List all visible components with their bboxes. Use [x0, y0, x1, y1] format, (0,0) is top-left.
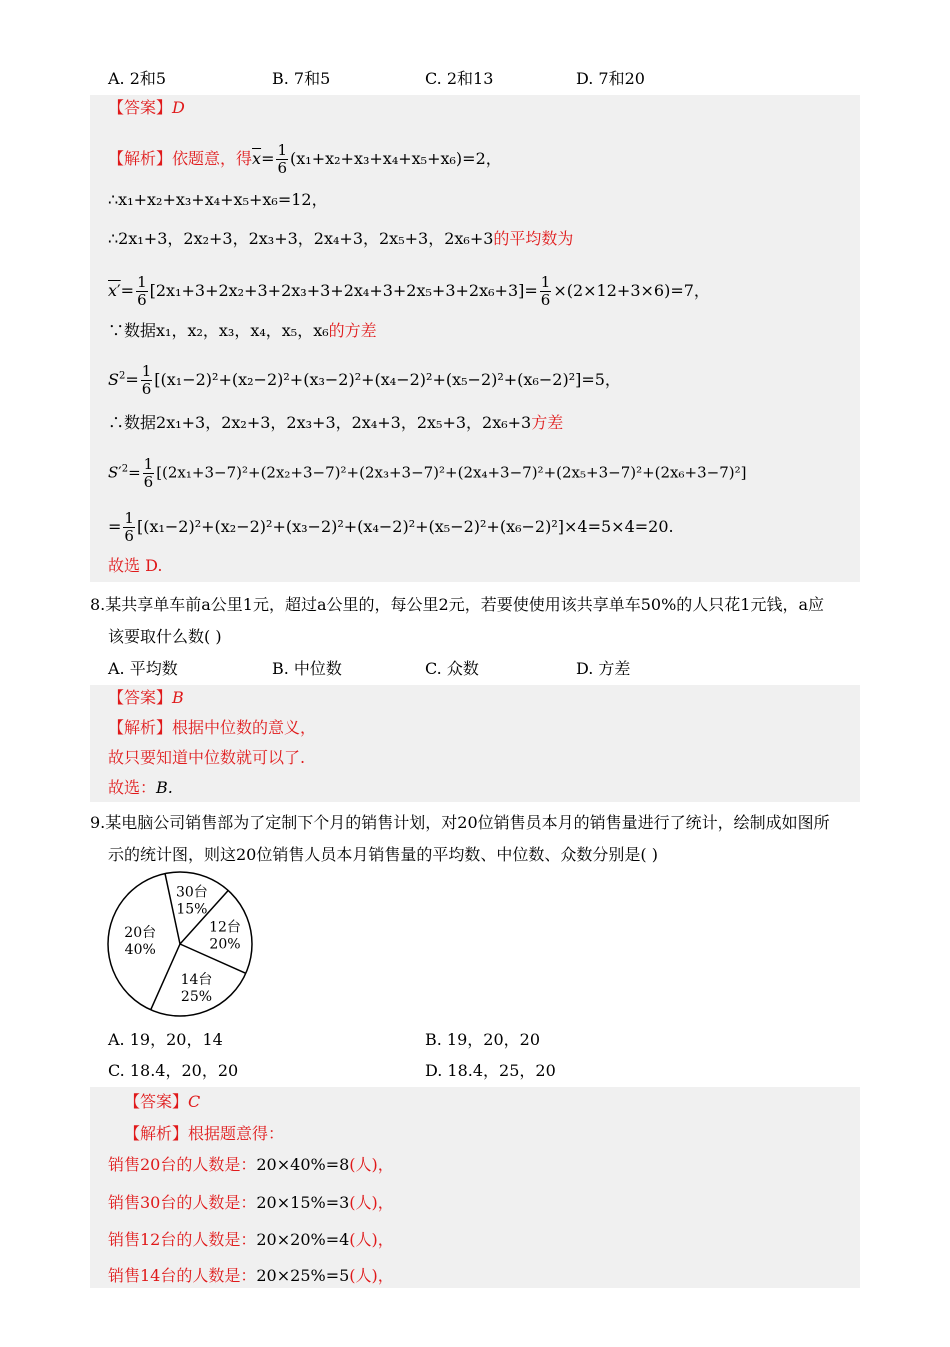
- q7-line-2: ∴x₁+x₂+x₃+x₄+x₅+x₆=12，: [108, 190, 328, 209]
- q9-row-2: 销售30台的人数是：20×15%=3(人)，: [108, 1193, 394, 1212]
- q8-option-a[interactable]: A. 平均数: [108, 659, 178, 678]
- q9-answer-line: 【答案】C: [124, 1092, 201, 1111]
- pie-slice-percent: 15%: [176, 901, 208, 918]
- q7-option-a[interactable]: A. 2和5: [108, 69, 167, 88]
- q9-row-4: 销售14台的人数是：20×25%=5(人)，: [108, 1266, 394, 1285]
- q9-option-c[interactable]: C. 18.4，20，20: [108, 1061, 239, 1080]
- q9-jiexi-line: 【解析】根据题意得：: [124, 1124, 285, 1143]
- pie-slice-label: 14台: [180, 971, 213, 988]
- q8-stem-line-1: 8.某共享单车前a公里1元，超过a公里的，每公里2元，若要使使用该共享单车50%的人只花1元钱，a应: [90, 595, 824, 614]
- q7-jiexi-line: 【解析】依题意，得$\overline{x}=$ $\frac{1}{6}$ (x₁+x₂+x₃+x₄+x₅+x₆)=2，: [108, 141, 502, 177]
- q7-line-8: $S'^2=$ $\frac{1}{6}$ [(2x₁+3−7)²+(2x₂+3−7)²+(2x₃+3−7)²+(2x₄+3−7)²+(2x₅+3−7)²+(2x₆+3−7)²]: [108, 455, 747, 491]
- q7-line-3: ∴2x₁+3，2x₂+3，2x₃+3，2x₄+3，2x₅+3，2x₆+3的平均数为: [108, 229, 574, 248]
- q7-line-5: ∵数据x₁，x₂，x₃，x₄，x₅，x₆的方差: [108, 321, 377, 340]
- pie-slice-label: 20台: [124, 924, 157, 941]
- pie-slice-label: 30台: [175, 884, 208, 901]
- q8-conclusion: 故选：B.: [108, 778, 173, 797]
- q9-option-d[interactable]: D. 18.4，25，20: [425, 1061, 556, 1080]
- q7-line-6: $S^2=$ $\frac{1}{6}$ [(x₁−2)²+(x₂−2)²+(x₃−2)²+(x₄−2)²+(x₅−2)²+(x₆−2)²]=5，: [108, 362, 621, 398]
- q7-option-b[interactable]: B. 7和5: [272, 69, 331, 88]
- pie-slice-percent: 25%: [180, 988, 213, 1005]
- q7-answer-line: 【答案】D: [108, 98, 185, 117]
- q9-answer-block: [90, 1087, 860, 1288]
- q8-answer-line: 【答案】B: [108, 688, 184, 707]
- q8-stem-line-2: 该要取什么数( ): [108, 627, 222, 646]
- q9-stem-line-2: 示的统计图，则这20位销售人员本月销售量的平均数、中位数、众数分别是( ): [108, 845, 658, 864]
- pie-slice-percent: 20%: [209, 936, 241, 953]
- q9-row-1: 销售20台的人数是：20×40%=8(人)，: [108, 1155, 394, 1174]
- q7-line-9: = $\frac{1}{6}$ [(x₁−2)²+(x₂−2)²+(x₃−2)²+(x₄−2)²+(x₅−2)²+(x₆−2)²]×4=5×4=20.: [108, 509, 674, 545]
- q7-option-d[interactable]: D. 7和20: [576, 69, 645, 88]
- q9-option-b[interactable]: B. 19，20，20: [425, 1030, 541, 1049]
- q7-line-4: x′= $\frac{1}{6}$ [2x₁+3+2x₂+3+2x₃+3+2x₄+3+2x₅+3+2x₆+3]= $\frac{1}{6}$ ×(2×12+3×6)=7，: [108, 273, 710, 309]
- pie-slice-percent: 40%: [124, 941, 156, 958]
- q8-jiexi-line: 【解析】根据中位数的意义，: [108, 718, 317, 737]
- q7-option-c[interactable]: C. 2和13: [425, 69, 494, 88]
- q7-conclusion: 故选 D.: [108, 556, 163, 575]
- q8-option-b[interactable]: B. 中位数: [272, 659, 342, 678]
- q8-option-d[interactable]: D. 方差: [576, 659, 631, 678]
- q8-option-c[interactable]: C. 众数: [425, 659, 479, 678]
- q8-explain-line: 故只要知道中位数就可以了.: [108, 748, 306, 767]
- q8-answer-block: [90, 685, 860, 802]
- q7-line-7: ∴数据2x₁+3，2x₂+3，2x₃+3，2x₄+3，2x₅+3，2x₆+3方差: [108, 413, 564, 432]
- q9-stem-line-1: 9.某电脑公司销售部为了定制下个月的销售计划，对20位销售员本月的销售量进行了统计，绘制成如图所: [90, 813, 830, 832]
- pie-slice-label: 12台: [209, 919, 241, 936]
- q9-row-3: 销售12台的人数是：20×20%=4(人)，: [108, 1230, 394, 1249]
- q9-option-a[interactable]: A. 19，20，14: [108, 1030, 223, 1049]
- pie-chart: [100, 865, 260, 1025]
